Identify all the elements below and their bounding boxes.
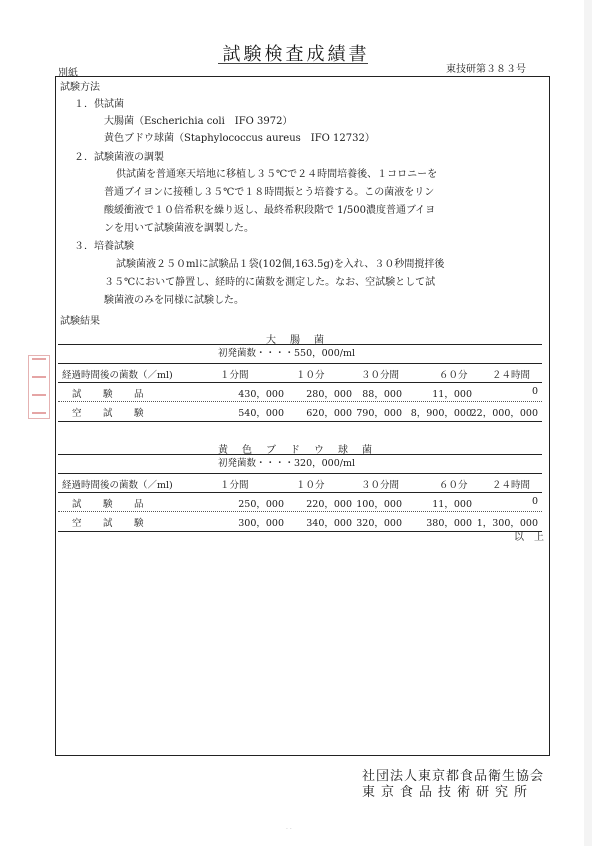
section-3-title: ３．培養試験 <box>74 241 134 252</box>
method-heading: 試験方法 <box>60 82 100 93</box>
initial-count: 初発菌数・・・・550，000/ml <box>218 348 356 359</box>
section-2-line-3: 酸緩衝液で１０倍希釈を繰り返し、最終希釈段階で 1/500濃度普通ブイヨ <box>104 205 436 216</box>
results-heading: 試験結果 <box>60 316 100 327</box>
table-cell: 220，000 <box>306 499 352 510</box>
table-cell: 340，000 <box>306 518 352 529</box>
table-cell: 380，000 <box>426 518 472 529</box>
table-cell: 8，900，000 <box>410 408 472 419</box>
table-cell: 620，000 <box>306 408 352 419</box>
page-edge <box>584 0 592 846</box>
header-cell: ２４時間 <box>492 370 531 381</box>
header-cell: １０分 <box>296 480 325 491</box>
section-2-line-1: 供試菌を普通寒天培地に移植し３５℃で２４時間培養後、１コロニーを <box>116 169 438 180</box>
table-cell: 300，000 <box>238 518 284 529</box>
table-cell: 11，000 <box>432 389 472 400</box>
section-1-line-1: 大腸菌（Escherichia coli IFO 3972） <box>104 116 293 127</box>
document-number: 東技研第３８３号 <box>446 64 526 75</box>
table-header-row <box>58 364 542 382</box>
header-cell: ６０分 <box>439 370 468 381</box>
institute-name: 東京食品技術研究所 <box>362 785 534 800</box>
table-cell: 320，000 <box>356 518 402 529</box>
table-rule <box>58 454 542 455</box>
header-cell: ２４時間 <box>492 480 531 491</box>
table-2-caption: 黄 色 ブ ド ウ 球 菌 <box>218 445 374 456</box>
table-cell: 250，000 <box>238 499 284 510</box>
end-mark: 以 上 <box>514 532 544 543</box>
table-rule <box>58 421 542 422</box>
section-3-line-1: 試験菌液２５０mlに試験品１袋(102個,163.5g)を入れ、３０秒間撹拌後 <box>116 259 445 270</box>
document-title: 試験検査成績書 <box>222 44 370 65</box>
title-underline <box>218 63 368 64</box>
row-label: 空 試 験 <box>72 408 150 419</box>
organization-name: 社団法人東京都食品衛生協会 <box>362 769 545 784</box>
header-cell: ６０分 <box>439 480 468 491</box>
table-row <box>58 512 542 530</box>
section-2-line-2: 普通ブイヨンに接種し３５℃で１８時間振とう培養する。この菌液をリン <box>104 187 435 198</box>
table-header-row <box>58 474 542 492</box>
table-rule <box>58 531 542 532</box>
table-cell: 430，000 <box>238 389 284 400</box>
row-label: 試 験 品 <box>72 499 150 510</box>
row-label: 試 験 品 <box>72 389 150 400</box>
table-cell: 11，000 <box>432 499 472 510</box>
section-1-line-2: 黄色ブドウ球菌（Staphylococcus aureus IFO 12732） <box>104 133 375 144</box>
header-cell: １分間 <box>220 370 249 381</box>
table-row <box>58 493 542 511</box>
table-cell: 540，000 <box>238 408 284 419</box>
table-rule <box>58 344 542 345</box>
header-cell: ３０分間 <box>361 480 400 491</box>
table-cell: 100，000 <box>356 499 402 510</box>
header-cell: １分間 <box>220 480 249 491</box>
scan-mark: · · <box>286 826 292 833</box>
table-cell: 0 <box>531 496 538 507</box>
initial-count: 初発菌数・・・・320，000/ml <box>218 458 356 469</box>
section-2-line-4: ンを用いて試験菌液を調製した。 <box>104 223 254 234</box>
table-cell: 790，000 <box>356 408 402 419</box>
section-2-title: ２．試験菌液の調製 <box>74 152 164 163</box>
table-row <box>58 383 542 401</box>
red-stamp <box>28 355 50 419</box>
row-label: 空 試 験 <box>72 518 150 529</box>
table-cell: 280，000 <box>306 389 352 400</box>
header-cell: 経過時間後の菌数（／ml) <box>62 370 173 381</box>
table-cell: 1，300，000 <box>476 518 538 529</box>
table-cell: 88，000 <box>362 389 402 400</box>
section-1-title: １．供試菌 <box>74 99 124 110</box>
table-cell: 0 <box>531 386 538 397</box>
table-1-caption: 大 腸 菌 <box>266 335 326 346</box>
table-row <box>58 402 542 420</box>
header-cell: ３０分間 <box>361 370 400 381</box>
header-cell: １０分 <box>296 370 325 381</box>
attachment-label: 別紙 <box>58 68 78 79</box>
section-3-line-2: ３５℃において静置し、経時的に菌数を測定した。なお、空試験として試 <box>104 277 436 288</box>
header-cell: 経過時間後の菌数（／ml) <box>62 480 173 491</box>
table-cell: 22，000，000 <box>470 408 538 419</box>
section-3-line-3: 験菌液のみを同様に試験した。 <box>104 295 244 306</box>
